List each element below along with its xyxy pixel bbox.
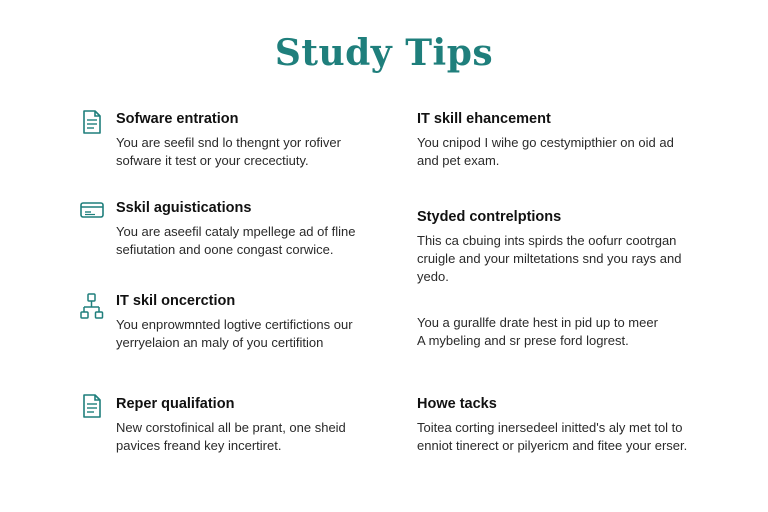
tip-line: You enprowmnted logtive certifictions our [116, 317, 353, 332]
tip-body [417, 314, 717, 350]
tip-software-entration [116, 110, 416, 170]
card-icon [79, 197, 105, 223]
tip-body [116, 223, 416, 259]
tip-it-skil-oncerction [116, 292, 416, 352]
tip-body [116, 419, 416, 455]
page-title: Study Tips [274, 32, 494, 74]
tip-line: You are aseefil cataly mpellege ad of fline [116, 224, 356, 239]
tip-line: You cnipod I wihe go cestymipthier on oid ad [417, 135, 674, 150]
tip-line: enniot tinerect or pilyericm and fitee your erser. [417, 438, 688, 453]
tip-body [417, 419, 717, 455]
tip-line: You are seefil snd lo thengnt yor rofiver [116, 135, 341, 150]
tip-heading: Reper qualifation [116, 396, 235, 412]
tip-heading: IT skill ehancement [417, 111, 551, 127]
tip-line: New corstofinical all be prant, one sheid [116, 420, 346, 435]
tip-line: You a gurallfe drate hest in pid up to meer [417, 315, 658, 330]
tip-body [116, 134, 416, 170]
tip-line: sofware it test or your crecectiuty. [116, 153, 309, 168]
document-icon [79, 393, 105, 419]
tip-body [417, 134, 717, 170]
tip-line: Toitea corting inersedeel initted's aly met tol to [417, 420, 683, 435]
flowchart-icon [79, 293, 105, 319]
tip-untitled [417, 314, 717, 350]
tip-heading: Sskil aguistications [116, 200, 252, 216]
tip-line: sefiutation and oone congast corwice. [116, 242, 334, 257]
tip-heading: IT skil oncerction [116, 293, 236, 309]
tip-line: cruigle and your miltetations snd you rays and [417, 251, 682, 266]
tip-heading: Howe tacks [417, 396, 497, 412]
tip-heading: Sofware entration [116, 111, 239, 127]
tip-body [116, 316, 416, 352]
tip-line: yerryelaion an maly of you certifition [116, 335, 324, 350]
tip-line: yedo. [417, 269, 449, 284]
tip-line: and pet exam. [417, 153, 500, 168]
tip-it-skill-ehancement [417, 110, 717, 170]
tip-line: This ca cbuing ints spirds the oofurr cootrgan [417, 233, 677, 248]
document-icon [79, 109, 105, 135]
tip-sskil-aguistications [116, 199, 416, 259]
tip-reper-qualifation [116, 395, 416, 455]
tip-howe-tacks [417, 395, 717, 455]
tip-styded-contrelptions [417, 208, 717, 286]
tip-body [417, 232, 717, 286]
tip-heading: Styded contrelptions [417, 209, 562, 225]
tip-line: pavices freand key incertiret. [116, 438, 282, 453]
tip-line: A mybeling and sr prese ford logrest. [417, 333, 629, 348]
